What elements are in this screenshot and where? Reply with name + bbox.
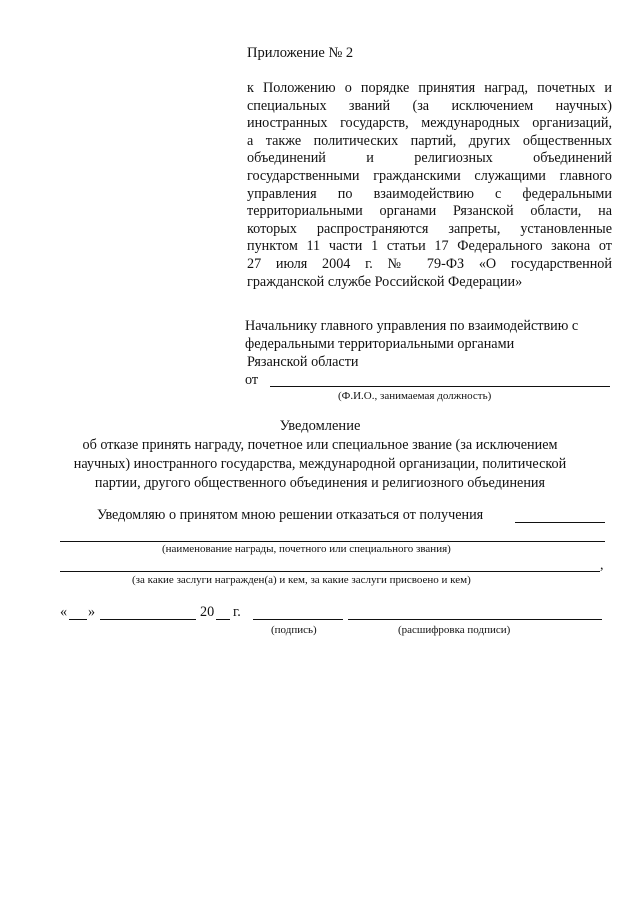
appendix-line: гражданской службе Российской Федерации» — [247, 273, 523, 290]
date-quote-open: « — [60, 604, 68, 620]
appendix-title: Приложение № 2 — [247, 45, 354, 61]
date-day-line[interactable] — [69, 619, 87, 620]
appendix-line: объединений и религиозных объединений — [247, 150, 612, 167]
appendix-line: которых распространяются запреты, установленные — [247, 220, 612, 237]
notice-subtitle-line: научных) иностранного государства, международной организации, политической — [73, 456, 567, 472]
notice-title: Уведомление — [279, 418, 361, 434]
appendix-line: специальных званий (за исключением научных) — [247, 97, 612, 114]
refusal-statement: Уведомляю о принятом мною решении отказаться от получения — [97, 507, 484, 523]
signature-line[interactable] — [253, 619, 343, 620]
appendix-description — [247, 80, 612, 291]
notice-subtitle-line: партии, другого общественного объединения и религиозного объединения — [94, 475, 546, 491]
date-month-line[interactable] — [100, 619, 196, 620]
from-input-line[interactable] — [270, 386, 610, 387]
from-label: от — [245, 372, 259, 388]
addressee-line-2: федеральными территориальными органами — [245, 336, 515, 352]
addressee-line-3: Рязанской области — [247, 354, 359, 370]
appendix-line: к Положению о порядке принятия наград, почетных и — [247, 80, 612, 96]
appendix-line: а также политических партий, других общественных — [247, 132, 612, 149]
from-caption: (Ф.И.О., занимаемая должность) — [338, 390, 492, 402]
signature-decode-line[interactable] — [348, 619, 602, 620]
appendix-line: пунктом 11 части 1 статьи 17 Федерального закона от — [247, 238, 612, 255]
award-name-line[interactable] — [60, 541, 605, 542]
appendix-line: 27 июля 2004 г. № 79-ФЗ «О государственной — [247, 255, 612, 272]
appendix-line: территориальными органами Рязанской области, на — [247, 203, 612, 220]
merits-caption: (за какие заслуги награжден(а) и кем, за какие заслуги присвоено и кем) — [132, 574, 471, 586]
appendix-line: управления по взаимодействию с федеральными — [247, 185, 612, 202]
addressee-line-1: Начальнику главного управления по взаимодействию с — [245, 318, 579, 334]
merits-comma: , — [600, 558, 604, 573]
date-year-suffix: г. — [233, 604, 241, 620]
award-name-caption: (наименование награды, почетного или специального звания) — [162, 543, 451, 555]
signature-decode-caption: (расшифровка подписи) — [398, 624, 511, 636]
award-input-line-start[interactable] — [515, 522, 605, 523]
date-year-prefix: 20 — [200, 604, 215, 620]
appendix-line: иностранных государств, международных организаций, — [247, 115, 612, 132]
signature-caption: (подпись) — [271, 624, 317, 636]
appendix-line: государственными гражданскими служащими главного — [247, 167, 612, 184]
date-year-line[interactable] — [216, 619, 230, 620]
date-quote-close: » — [88, 604, 96, 620]
merits-line[interactable] — [60, 571, 600, 572]
notice-subtitle-line: об отказе принять награду, почетное или специальное звание (за исключением — [82, 437, 558, 453]
